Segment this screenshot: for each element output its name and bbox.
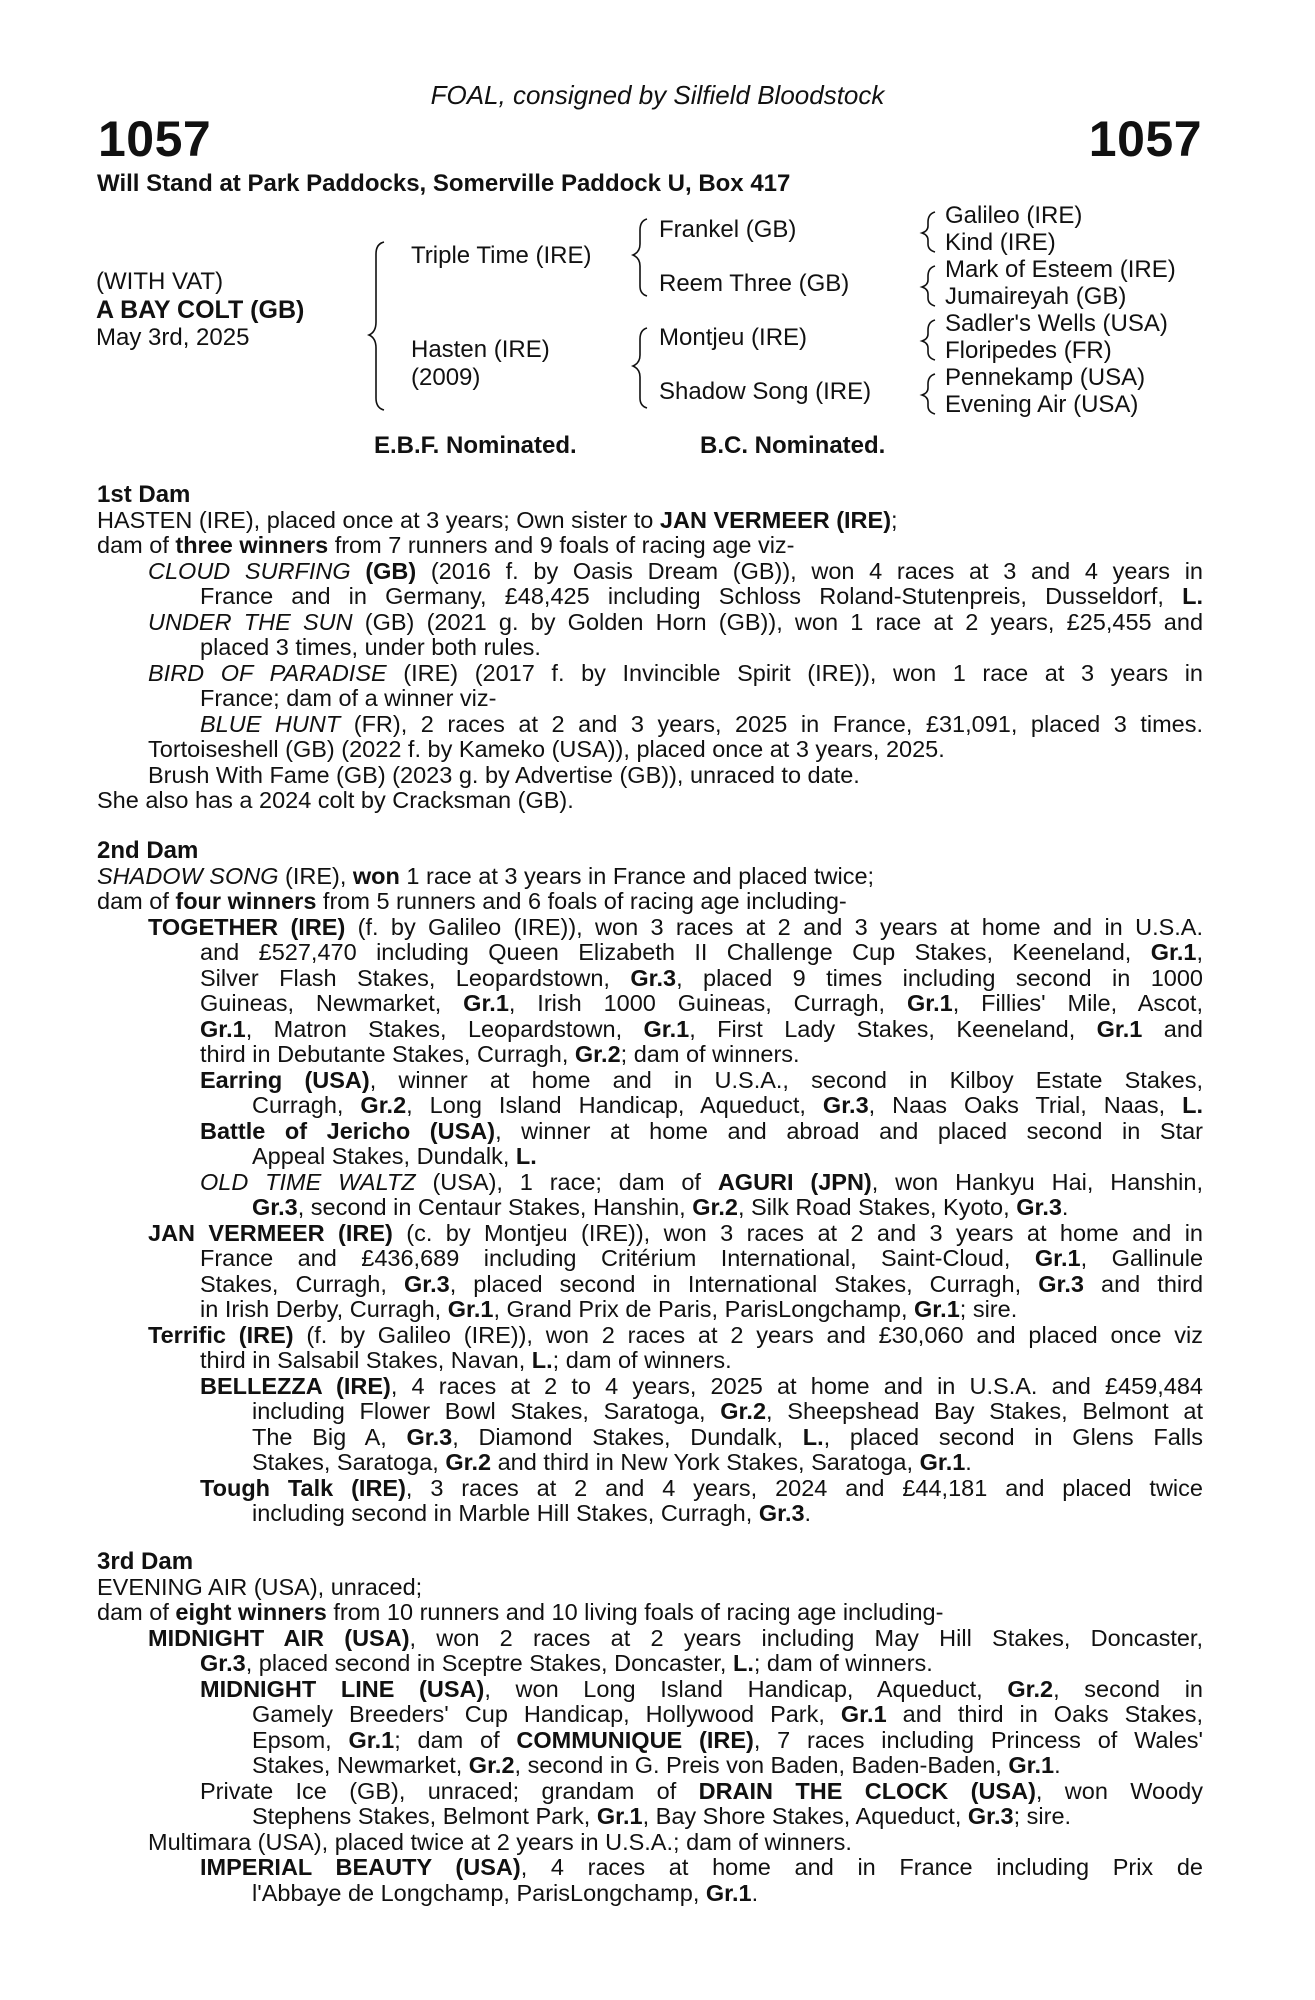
pedigree-gen3-5: Sadler's Wells (USA) bbox=[945, 310, 1168, 337]
second-dam-section bbox=[97, 838, 1203, 1527]
pedigree-line: BLUE HUNT (FR), 2 races at 2 and 3 years, 2025 in France, £31,091, placed 3 times. bbox=[200, 710, 1204, 737]
second-dam-body bbox=[97, 864, 1203, 1527]
pedigree-line: Gamely Breeders' Cup Handicap, Hollywood Park, Gr.1 and third in Oaks Stakes, bbox=[252, 1701, 1203, 1727]
pedigree-line: Tortoiseshell (GB) (2022 f. by Kameko (USA)), placed once at 3 years, 2025. bbox=[148, 736, 945, 762]
pedigree-line: UNDER THE SUN (GB) (2021 g. by Golden Horn (GB)), won 1 race at 2 years, £25,455 and bbox=[148, 608, 1204, 635]
pedigree-line: Gr.3, placed second in Sceptre Stakes, Doncaster, L.; dam of winners. bbox=[200, 1650, 933, 1676]
first-dam-body bbox=[97, 508, 1203, 814]
third-dam-body bbox=[97, 1575, 1203, 1907]
pedigree-line: She also has a 2024 colt by Cracksman (GB). bbox=[97, 787, 574, 813]
first-dam-section bbox=[97, 482, 1203, 814]
stand-location: Will Stand at Park Paddocks, Somerville Paddock U, Box 417 bbox=[97, 170, 791, 197]
pedigree-line: third in Debutante Stakes, Curragh, Gr.2; dam of winners. bbox=[200, 1041, 800, 1067]
pedigree-line: SHADOW SONG (IRE), won 1 race at 3 years in France and placed twice; bbox=[97, 862, 875, 889]
pedigree-line: France; dam of a winner viz- bbox=[200, 685, 497, 711]
pedigree-line: Stakes, Newmarket, Gr.2, second in G. Preis von Baden, Baden-Baden, Gr.1. bbox=[252, 1752, 1061, 1778]
pedigree-gen3-3: Mark of Esteem (IRE) bbox=[945, 256, 1176, 283]
pedigree-line: Multimara (USA), placed twice at 2 years in U.S.A.; dam of winners. bbox=[148, 1828, 852, 1855]
pedigree-line: in Irish Derby, Curragh, Gr.1, Grand Prix de Paris, ParisLongchamp, Gr.1; sire. bbox=[200, 1296, 1018, 1322]
lot-number-left: 1057 bbox=[98, 111, 212, 167]
pedigree-gen3-2: Kind (IRE) bbox=[945, 229, 1056, 256]
pedigree-gen3-4: Jumaireyah (GB) bbox=[945, 283, 1127, 310]
consignor-line: FOAL, consigned by Silfield Bloodstock bbox=[430, 80, 885, 110]
pedigree-line: JAN VERMEER (IRE) (c. by Montjeu (IRE)), won 3 races at 2 and 3 years at home and in bbox=[148, 1219, 1203, 1246]
pedigree-line: Gr.3, second in Centaur Stakes, Hanshin, Gr.2, Silk Road Stakes, Kyoto, Gr.3. bbox=[252, 1194, 1069, 1220]
pedigree-line: Gr.1, Matron Stakes, Leopardstown, Gr.1, First Lady Stakes, Keeneland, Gr.1 and bbox=[200, 1015, 1203, 1042]
pedigree-dam-dam: Shadow Song (IRE) bbox=[659, 378, 872, 405]
pedigree-line: Stephens Stakes, Belmont Park, Gr.1, Bay Shore Stakes, Aqueduct, Gr.3; sire. bbox=[252, 1803, 1072, 1829]
pedigree-line: MIDNIGHT LINE (USA), won Long Island Handicap, Aqueduct, Gr.2, second in bbox=[200, 1675, 1203, 1702]
pedigree-line: including Flower Bowl Stakes, Saratoga, Gr.2, Sheepshead Bay Stakes, Belmont at bbox=[252, 1398, 1203, 1424]
pedigree-line: HASTEN (IRE), placed once at 3 years; Own sister to JAN VERMEER (IRE); bbox=[97, 506, 898, 533]
vat-note: (WITH VAT) bbox=[96, 268, 224, 295]
pedigree-line: CLOUD SURFING (GB) (2016 f. by Oasis Dream (GB)), won 4 races at 3 and 4 years in bbox=[148, 557, 1203, 584]
pedigree-line: OLD TIME WALTZ (USA), 1 race; dam of AGURI (JPN), won Hankyu Hai, Hanshin, bbox=[200, 1168, 1203, 1195]
pedigree-gen3-1: Galileo (IRE) bbox=[945, 202, 1083, 229]
pedigree-dam-year: (2009) bbox=[411, 364, 481, 391]
pedigree-dam: Hasten (IRE) bbox=[411, 336, 550, 363]
pedigree-line: Appeal Stakes, Dundalk, L. bbox=[252, 1143, 537, 1169]
pedigree-sire-dam: Reem Three (GB) bbox=[659, 270, 850, 297]
ebf-nomination: E.B.F. Nominated. bbox=[374, 432, 577, 459]
pedigree-sire: Triple Time (IRE) bbox=[411, 242, 592, 269]
horse-name: A BAY COLT (GB) bbox=[96, 296, 305, 324]
pedigree-line: Epsom, Gr.1; dam of COMMUNIQUE (IRE), 7 races including Princess of Wales' bbox=[252, 1726, 1204, 1753]
pedigree-line: Curragh, Gr.2, Long Island Handicap, Aqueduct, Gr.3, Naas Oaks Trial, Naas, L. bbox=[252, 1092, 1203, 1118]
third-dam-heading: 3rd Dam bbox=[97, 1548, 194, 1575]
pedigree-line: Stakes, Curragh, Gr.3, placed second in International Stakes, Curragh, Gr.3 and third bbox=[200, 1270, 1204, 1297]
bc-nomination: B.C. Nominated. bbox=[700, 432, 886, 459]
pedigree-line: Private Ice (GB), unraced; grandam of DRAIN THE CLOCK (USA), won Woody bbox=[200, 1777, 1203, 1804]
pedigree-line: including second in Marble Hill Stakes, Curragh, Gr.3. bbox=[252, 1500, 812, 1526]
pedigree-line: BIRD OF PARADISE (IRE) (2017 f. by Invincible Spirit (IRE)), won 1 race at 3 years in bbox=[148, 659, 1203, 686]
pedigree-line: BELLEZZA (IRE), 4 races at 2 to 4 years, 2025 at home and in U.S.A. and £459,484 bbox=[200, 1372, 1203, 1399]
third-dam-section bbox=[97, 1549, 1203, 1906]
pedigree-line: l'Abbaye de Longchamp, ParisLongchamp, Gr.1. bbox=[252, 1879, 759, 1906]
pedigree-line: TOGETHER (IRE) (f. by Galileo (IRE)), won 3 races at 2 and 3 years at home and in U.S.A. bbox=[148, 913, 1203, 940]
first-dam-heading: 1st Dam bbox=[97, 481, 191, 508]
pedigree-line: Terrific (IRE) (f. by Galileo (IRE)), won 2 races at 2 years and £30,060 and placed once viz bbox=[148, 1321, 1204, 1348]
pedigree-gen3-6: Floripedes (FR) bbox=[945, 337, 1112, 364]
pedigree-line: dam of eight winners from 10 runners and 10 living foals of racing age including- bbox=[97, 1599, 944, 1625]
pedigree-line: Silver Flash Stakes, Leopardstown, Gr.3, placed 9 times including second in 1000 bbox=[200, 964, 1203, 991]
pedigree-line: France and in Germany, £48,425 including Schloss Roland-Stutenpreis, Dusseldorf, L. bbox=[200, 583, 1203, 609]
pedigree-line: Tough Talk (IRE), 3 races at 2 and 4 years, 2024 and £44,181 and placed twice bbox=[200, 1474, 1203, 1501]
pedigree-line: Brush With Fame (GB) (2023 g. by Advertise (GB)), unraced to date. bbox=[148, 761, 860, 788]
pedigree-line: third in Salsabil Stakes, Navan, L.; dam of winners. bbox=[200, 1347, 732, 1373]
pedigree-line: MIDNIGHT AIR (USA), won 2 races at 2 years including May Hill Stakes, Doncaster, bbox=[148, 1624, 1203, 1651]
pedigree-line: Earring (USA), winner at home and in U.S.A., second in Kilboy Estate Stakes, bbox=[200, 1066, 1203, 1093]
pedigree-line: EVENING AIR (USA), unraced; bbox=[97, 1573, 423, 1600]
pedigree-sire-sire: Frankel (GB) bbox=[659, 216, 797, 243]
pedigree-line: The Big A, Gr.3, Diamond Stakes, Dundalk, L., placed second in Glens Falls bbox=[252, 1423, 1204, 1450]
pedigree-dam-sire: Montjeu (IRE) bbox=[659, 324, 808, 351]
pedigree-line: Stakes, Saratoga, Gr.2 and third in New York Stakes, Saratoga, Gr.1. bbox=[252, 1449, 972, 1475]
pedigree-line: placed 3 times, under both rules. bbox=[200, 634, 541, 660]
pedigree-line: Battle of Jericho (USA), winner at home and abroad and placed second in Star bbox=[200, 1117, 1204, 1144]
foaling-date: May 3rd, 2025 bbox=[96, 324, 250, 351]
second-dam-heading: 2nd Dam bbox=[97, 837, 199, 864]
pedigree-line: Guineas, Newmarket, Gr.1, Irish 1000 Guineas, Curragh, Gr.1, Fillies' Mile, Ascot, bbox=[200, 990, 1203, 1016]
lot-number-right: 1057 bbox=[1088, 111, 1202, 167]
pedigree-line: IMPERIAL BEAUTY (USA), 4 races at home and in France including Prix de bbox=[200, 1854, 1203, 1880]
pedigree-line: dam of four winners from 5 runners and 6 foals of racing age including- bbox=[97, 888, 847, 914]
pedigree-line: France and £436,689 including Critérium International, Saint-Cloud, Gr.1, Gallinule bbox=[200, 1245, 1204, 1271]
pedigree-gen3-7: Pennekamp (USA) bbox=[945, 364, 1146, 391]
pedigree-line: dam of three winners from 7 runners and 9 foals of racing age viz- bbox=[97, 532, 795, 558]
pedigree-gen3-8: Evening Air (USA) bbox=[945, 391, 1139, 418]
pedigree-line: and £527,470 including Queen Elizabeth II Challenge Cup Stakes, Keeneland, Gr.1, bbox=[200, 939, 1203, 965]
